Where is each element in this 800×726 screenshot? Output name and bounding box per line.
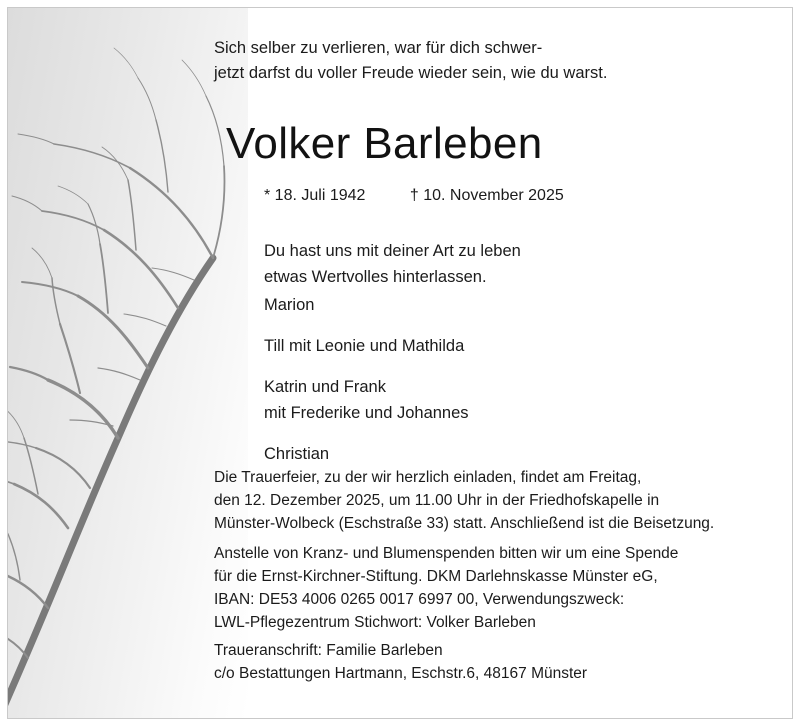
deceased-name: Volker Barleben bbox=[226, 119, 543, 168]
death-date: † 10. November 2025 bbox=[409, 187, 564, 204]
donation-line-3: IBAN: DE53 4006 0265 0017 6997 00, Verwendungszweck: bbox=[214, 591, 625, 608]
family-line: Katrin und Frank bbox=[264, 378, 386, 396]
family-line: mit Frederike und Johannes bbox=[264, 404, 469, 422]
ceremony-details bbox=[214, 466, 786, 535]
mourning-address bbox=[214, 639, 786, 685]
address-line-2: c/o Bestattungen Hartmann, Eschstr.6, 48167 Münster bbox=[214, 665, 588, 682]
family-line: Marion bbox=[264, 296, 315, 314]
life-dates bbox=[264, 187, 564, 205]
family-line: Christian bbox=[264, 445, 330, 463]
address-line-1: Traueranschrift: Familie Barleben bbox=[214, 642, 443, 659]
background-gradient bbox=[8, 8, 248, 718]
ceremony-line-1: Die Trauerfeier, zu der wir herzlich einladen, findet am Freitag, bbox=[214, 469, 642, 486]
tribute-line-2: etwas Wertvolles hinterlassen. bbox=[264, 268, 487, 286]
donation-line-1: Anstelle von Kranz- und Blumenspenden bitten wir um eine Spende bbox=[214, 545, 679, 562]
donation-line-2: für die Ernst-Kirchner-Stiftung. DKM Darlehnskasse Münster eG, bbox=[214, 568, 658, 585]
tribute-line-1: Du hast uns mit deiner Art zu leben bbox=[264, 242, 521, 260]
obituary-text-content bbox=[214, 0, 789, 726]
family-line: Till mit Leonie und Mathilda bbox=[264, 337, 465, 355]
verse-line-1: Sich selber zu verlieren, war für dich schwer- bbox=[214, 39, 543, 57]
verse bbox=[214, 36, 774, 86]
ceremony-line-2: den 12. Dezember 2025, um 11.00 Uhr in der Friedhofskapelle in bbox=[214, 492, 660, 509]
donation-line-4: LWL-Pflegezentrum Stichwort: Volker Barleben bbox=[214, 614, 536, 631]
family-list bbox=[264, 292, 469, 467]
family-group bbox=[264, 292, 469, 318]
ceremony-line-3: Münster-Wolbeck (Eschstraße 33) statt. Anschließend ist die Beisetzung. bbox=[214, 515, 715, 532]
family-group bbox=[264, 441, 469, 467]
donation-details bbox=[214, 542, 786, 634]
tribute-text bbox=[264, 238, 521, 290]
verse-line-2: jetzt darfst du voller Freude wieder sein, wie du warst. bbox=[214, 64, 608, 82]
birth-date: * 18. Juli 1942 bbox=[264, 187, 366, 204]
family-group bbox=[264, 374, 469, 426]
family-group bbox=[264, 333, 469, 359]
